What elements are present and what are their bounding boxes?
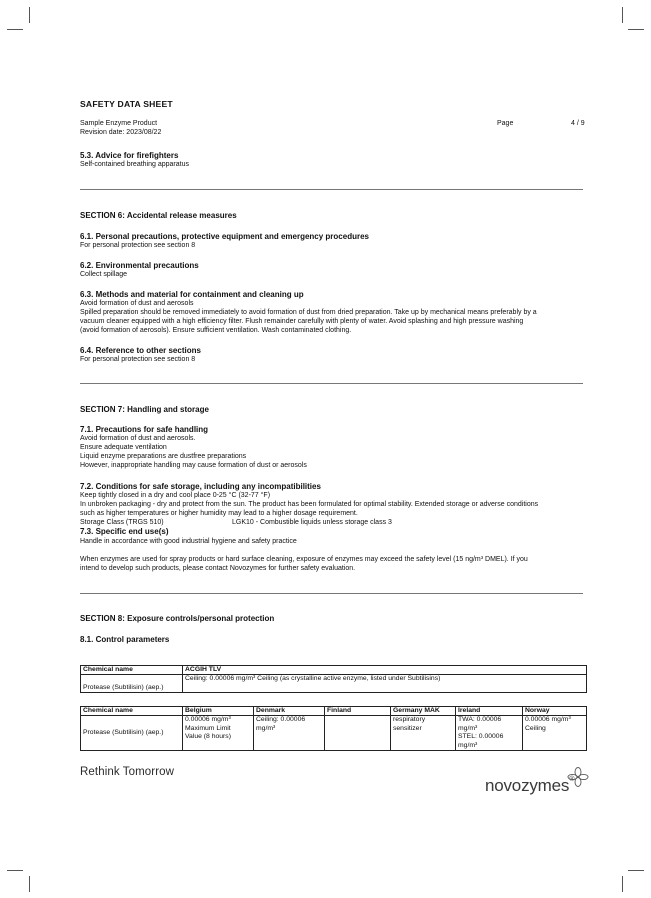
enzyme-note-line: When enzymes are used for spray products or hard surface cleaning, exposure of enzymes may exceed the safety level (15 ng/m³ DMEL). If you — [80, 556, 528, 563]
table-row — [81, 716, 587, 751]
crop-mark — [622, 876, 623, 892]
subsection-text-6-3-line: vacuum cleaner equipped with a high efficiency filter. Flush remainder carefully with plenty of water. Avoid splashing and high pressure washing — [80, 318, 524, 325]
table-header-row — [81, 707, 587, 716]
subsection-text-7-2-line: In unbroken packaging - dry and protect from the sun. The product has been formulated for optimal stability. Extended storage or adverse conditions — [80, 501, 539, 508]
subsection-heading-7-3: 7.3. Specific end use(s) — [80, 527, 169, 536]
crop-mark — [7, 870, 23, 871]
section-divider — [80, 189, 583, 190]
norway-cell — [523, 716, 587, 751]
subsection-text-5-3: Self-contained breathing apparatus — [80, 161, 189, 168]
table-header-cell: Belgium — [183, 707, 254, 716]
logo-wordmark: novozymes — [485, 776, 570, 795]
table-header-cell: Norway — [523, 707, 587, 716]
table-header-cell: Finland — [325, 707, 391, 716]
table-header-cell: Chemical name — [81, 707, 183, 716]
product-name: Sample Enzyme Product — [80, 120, 158, 127]
table-header-cell: Ireland — [456, 707, 523, 716]
company-logo — [485, 776, 574, 796]
section-heading-8: SECTION 8: Exposure controls/personal protection — [80, 614, 275, 623]
table-header-cell: Denmark — [254, 707, 325, 716]
crop-mark — [29, 7, 30, 23]
table-row — [81, 675, 587, 693]
subsection-heading-8-1: 8.1. Control parameters — [80, 635, 170, 644]
cell-line: Maximum Limit — [185, 724, 231, 732]
subsection-heading-6-3: 6.3. Methods and material for containment and cleaning up — [80, 290, 304, 299]
section-heading-6: SECTION 6: Accidental release measures — [80, 211, 237, 220]
subsection-heading-6-4: 6.4. Reference to other sections — [80, 346, 201, 355]
subsection-heading-7-2: 7.2. Conditions for safe storage, including any incompatibilities — [80, 482, 321, 491]
subsection-heading-6-1: 6.1. Personal precautions, protective equipment and emergency procedures — [80, 232, 369, 241]
subsection-text-6-4: For personal protection see section 8 — [80, 356, 196, 363]
page-label: Page — [497, 120, 514, 127]
footer-tagline: Rethink Tomorrow — [80, 766, 175, 778]
novozymes-flower-icon — [566, 766, 590, 788]
storage-class-label: Storage Class (TRGS 510) — [80, 519, 164, 526]
subsection-text-6-2: Collect spillage — [80, 271, 128, 278]
subsection-heading-6-2: 6.2. Environmental precautions — [80, 261, 199, 270]
cell-line: mg/m³ — [256, 724, 276, 732]
cell-line: 0.00006 mg/m³ — [525, 716, 571, 724]
table-header-cell: Germany MAK — [391, 707, 456, 716]
cell-line: Ceiling — [525, 724, 546, 732]
cell-line: STEL: 0.00006 — [458, 733, 504, 741]
section-divider — [80, 383, 583, 384]
country-limits-table — [80, 706, 587, 751]
finland-cell — [325, 716, 391, 751]
enzyme-note-line: intend to develop such products, please contact Novozymes for further safety evaluation. — [80, 565, 356, 572]
table-header-cell: Chemical name — [81, 666, 183, 675]
crop-mark — [628, 870, 644, 871]
crop-mark — [29, 876, 30, 892]
table-header-row — [81, 666, 587, 675]
cell-line: mg/m³ — [458, 741, 478, 749]
table-header-cell: ACGIH TLV — [183, 666, 587, 675]
document-title: SAFETY DATA SHEET — [80, 99, 173, 109]
subsection-text-6-1: For personal protection see section 8 — [80, 242, 196, 249]
subsection-heading-7-1: 7.1. Precautions for safe handling — [80, 425, 209, 434]
tlv-value-cell: Ceiling: 0.00006 mg/m³ Ceiling (as crystalline active enzyme, listed under Subtilisins) — [183, 675, 587, 693]
cell-line: respiratory — [393, 716, 426, 724]
acgih-table — [80, 665, 587, 693]
subsection-text-6-3-line: Avoid formation of dust and aerosols — [80, 300, 194, 307]
section-divider — [80, 593, 583, 594]
subsection-text-7-1-line: However, inappropriate handling may cause formation of dust or aerosols — [80, 462, 307, 469]
subsection-text-7-1-line: Ensure adequate ventilation — [80, 444, 167, 451]
crop-mark — [622, 7, 623, 23]
subsection-text-7-2-line: Keep tightly closed in a dry and cool place 0-25 °C (32-77 °F) — [80, 492, 271, 499]
storage-class-value: LGK10 - Combustible liquids unless storage class 3 — [232, 519, 392, 526]
subsection-text-7-2-line: such as higher temperatures or higher humidity may lead to a higher dosage requirement. — [80, 510, 358, 517]
cell-line: Value (8 hours) — [185, 733, 231, 741]
cell-line: Ceiling: 0.00006 — [256, 716, 306, 724]
chemical-name-cell: Protease (Subtilisin) (aep.) — [81, 716, 183, 751]
page-number: 4 / 9 — [571, 120, 585, 127]
subsection-text-7-1-line: Liquid enzyme preparations are dustfree preparations — [80, 453, 247, 460]
subsection-heading-5-3: 5.3. Advice for firefighters — [80, 151, 179, 160]
chemical-name-cell: Protease (Subtilisin) (aep.) — [81, 675, 183, 693]
cell-line: sensitizer — [393, 724, 422, 732]
cell-line: 0.00006 mg/m³ — [185, 716, 231, 724]
subsection-text-7-3: Handle in accordance with good industrial hygiene and safety practice — [80, 538, 297, 545]
crop-mark — [628, 29, 644, 30]
subsection-text-6-3-line: Spilled preparation should be removed immediately to avoid formation of dust from dried preparation. Take up by mechanical means preferably by a — [80, 309, 537, 316]
revision-date: Revision date: 2023/08/22 — [80, 129, 162, 136]
ireland-cell — [456, 716, 523, 751]
cell-line: mg/m³ — [458, 724, 478, 732]
crop-mark — [7, 29, 23, 30]
cell-line: TWA: 0.00006 — [458, 716, 502, 724]
germany-mak-cell — [391, 716, 456, 751]
section-heading-7: SECTION 7: Handling and storage — [80, 405, 209, 414]
subsection-text-7-1-line: Avoid formation of dust and aerosols. — [80, 435, 196, 442]
denmark-cell — [254, 716, 325, 751]
belgium-cell — [183, 716, 254, 751]
registered-mark: ® — [569, 776, 575, 783]
subsection-text-6-3-line: (avoid formation of aerosols). Ensure sufficient ventilation. Wash contaminated clothing. — [80, 327, 352, 334]
